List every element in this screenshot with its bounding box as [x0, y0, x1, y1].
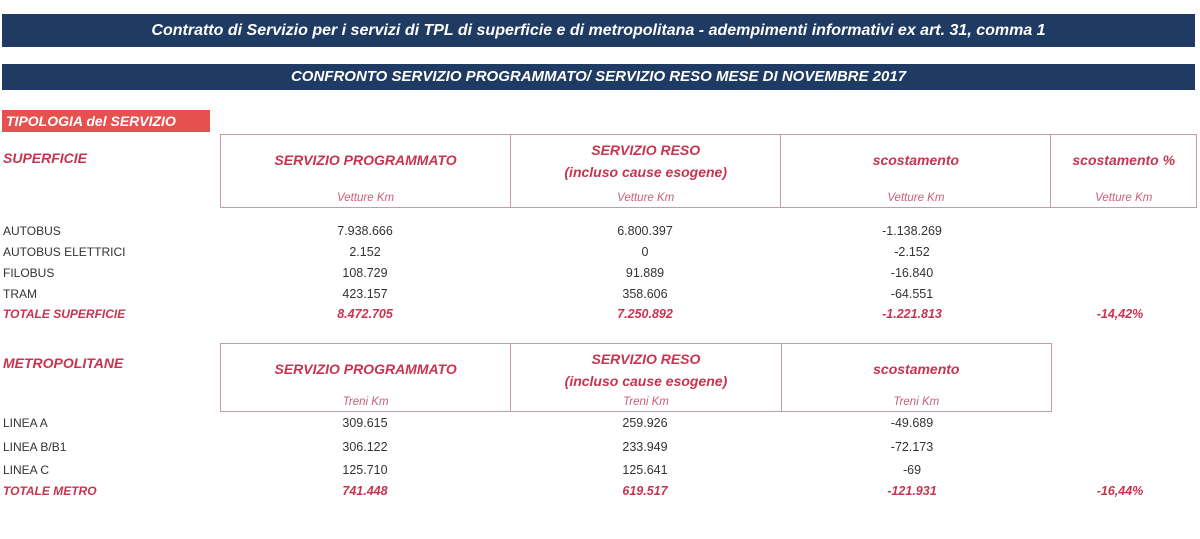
section-metropolitane: METROPOLITANE: [3, 355, 124, 371]
row-label: TOTALE METRO: [3, 484, 97, 498]
column-unit: Vetture Km: [617, 192, 675, 204]
cell-prog: 423.157: [342, 287, 388, 301]
cell-reso: 91.889: [625, 266, 665, 280]
column-title: SERVIZIO RESO: [591, 351, 701, 367]
cell-pct: -14,42%: [1096, 307, 1144, 321]
cell-prog: 108.729: [342, 266, 388, 280]
cell-scost: -121.931: [887, 484, 937, 498]
cell-scost: -49.689: [890, 416, 934, 430]
column-title: scostamento: [873, 361, 960, 377]
cell-scost: -69: [902, 463, 922, 477]
cell-scost: -1.138.269: [882, 224, 942, 238]
superficie-header: [220, 134, 1197, 208]
document-title: Contratto di Servizio per i servizi di TPL di superficie e di metropolitana - adempimenti informativi ex art. 31, comma 1: [2, 14, 1195, 47]
column-unit: Treni Km: [893, 396, 940, 408]
column-unit: Vetture Km: [1095, 192, 1153, 204]
tipologia-label: TIPOLOGIA del SERVIZIO: [2, 110, 210, 132]
cell-reso: 0: [641, 245, 649, 259]
row-label: LINEA A: [3, 416, 48, 430]
column-subtitle: (incluso cause esogene): [564, 373, 728, 389]
cell-prog: 741.448: [342, 484, 388, 498]
column-header: [1051, 135, 1196, 207]
column-header: [221, 135, 511, 207]
column-title: SERVIZIO PROGRAMMATO: [274, 152, 457, 168]
cell-scost: -2.152: [894, 245, 930, 259]
cell-prog: 125.710: [342, 463, 388, 477]
row-label: FILOBUS: [3, 266, 55, 280]
cell-reso: 619.517: [622, 484, 668, 498]
cell-prog: 309.615: [342, 416, 388, 430]
row-label: LINEA C: [3, 463, 50, 477]
row-label: AUTOBUS ELETTRICI: [3, 245, 126, 259]
cell-reso: 125.641: [622, 463, 668, 477]
cell-prog: 7.938.666: [337, 224, 393, 238]
cell-scost: -72.173: [890, 440, 934, 454]
cell-prog: 306.122: [342, 440, 388, 454]
cell-scost: -1.221.813: [882, 307, 942, 321]
column-header: [782, 344, 1051, 411]
cell-scost: -16.840: [890, 266, 934, 280]
document-subtitle: CONFRONTO SERVIZIO PROGRAMMATO/ SERVIZIO RESO MESE DI NOVEMBRE 2017: [2, 64, 1195, 90]
column-unit: Vetture Km: [337, 192, 395, 204]
section-superficie: SUPERFICIE: [3, 150, 88, 166]
column-title: SERVIZIO PROGRAMMATO: [274, 361, 457, 377]
column-unit: Vetture Km: [887, 192, 945, 204]
column-header: [781, 135, 1051, 207]
row-label: LINEA B/B1: [3, 440, 67, 454]
column-unit: Treni Km: [342, 396, 389, 408]
cell-scost: -64.551: [890, 287, 934, 301]
cell-reso: 7.250.892: [617, 307, 673, 321]
cell-prog: 8.472.705: [337, 307, 393, 321]
cell-reso: 358.606: [622, 287, 668, 301]
column-unit: Treni Km: [623, 396, 669, 408]
row-label: TRAM: [3, 287, 37, 301]
column-title: scostamento %: [1072, 152, 1176, 168]
metro-header: [220, 343, 1052, 412]
cell-pct: -16,44%: [1096, 484, 1144, 498]
column-header: [511, 344, 781, 411]
cell-reso: 259.926: [622, 416, 668, 430]
row-label: AUTOBUS: [3, 224, 61, 238]
row-label: TOTALE SUPERFICIE: [3, 307, 126, 321]
column-title: scostamento: [872, 152, 960, 168]
column-header: [511, 135, 781, 207]
column-header: [221, 344, 511, 411]
cell-prog: 2.152: [349, 245, 381, 259]
column-title: SERVIZIO RESO: [591, 142, 701, 158]
column-subtitle: (incluso cause esogene): [564, 164, 727, 180]
cell-reso: 233.949: [622, 440, 668, 454]
cell-reso: 6.800.397: [617, 224, 673, 238]
